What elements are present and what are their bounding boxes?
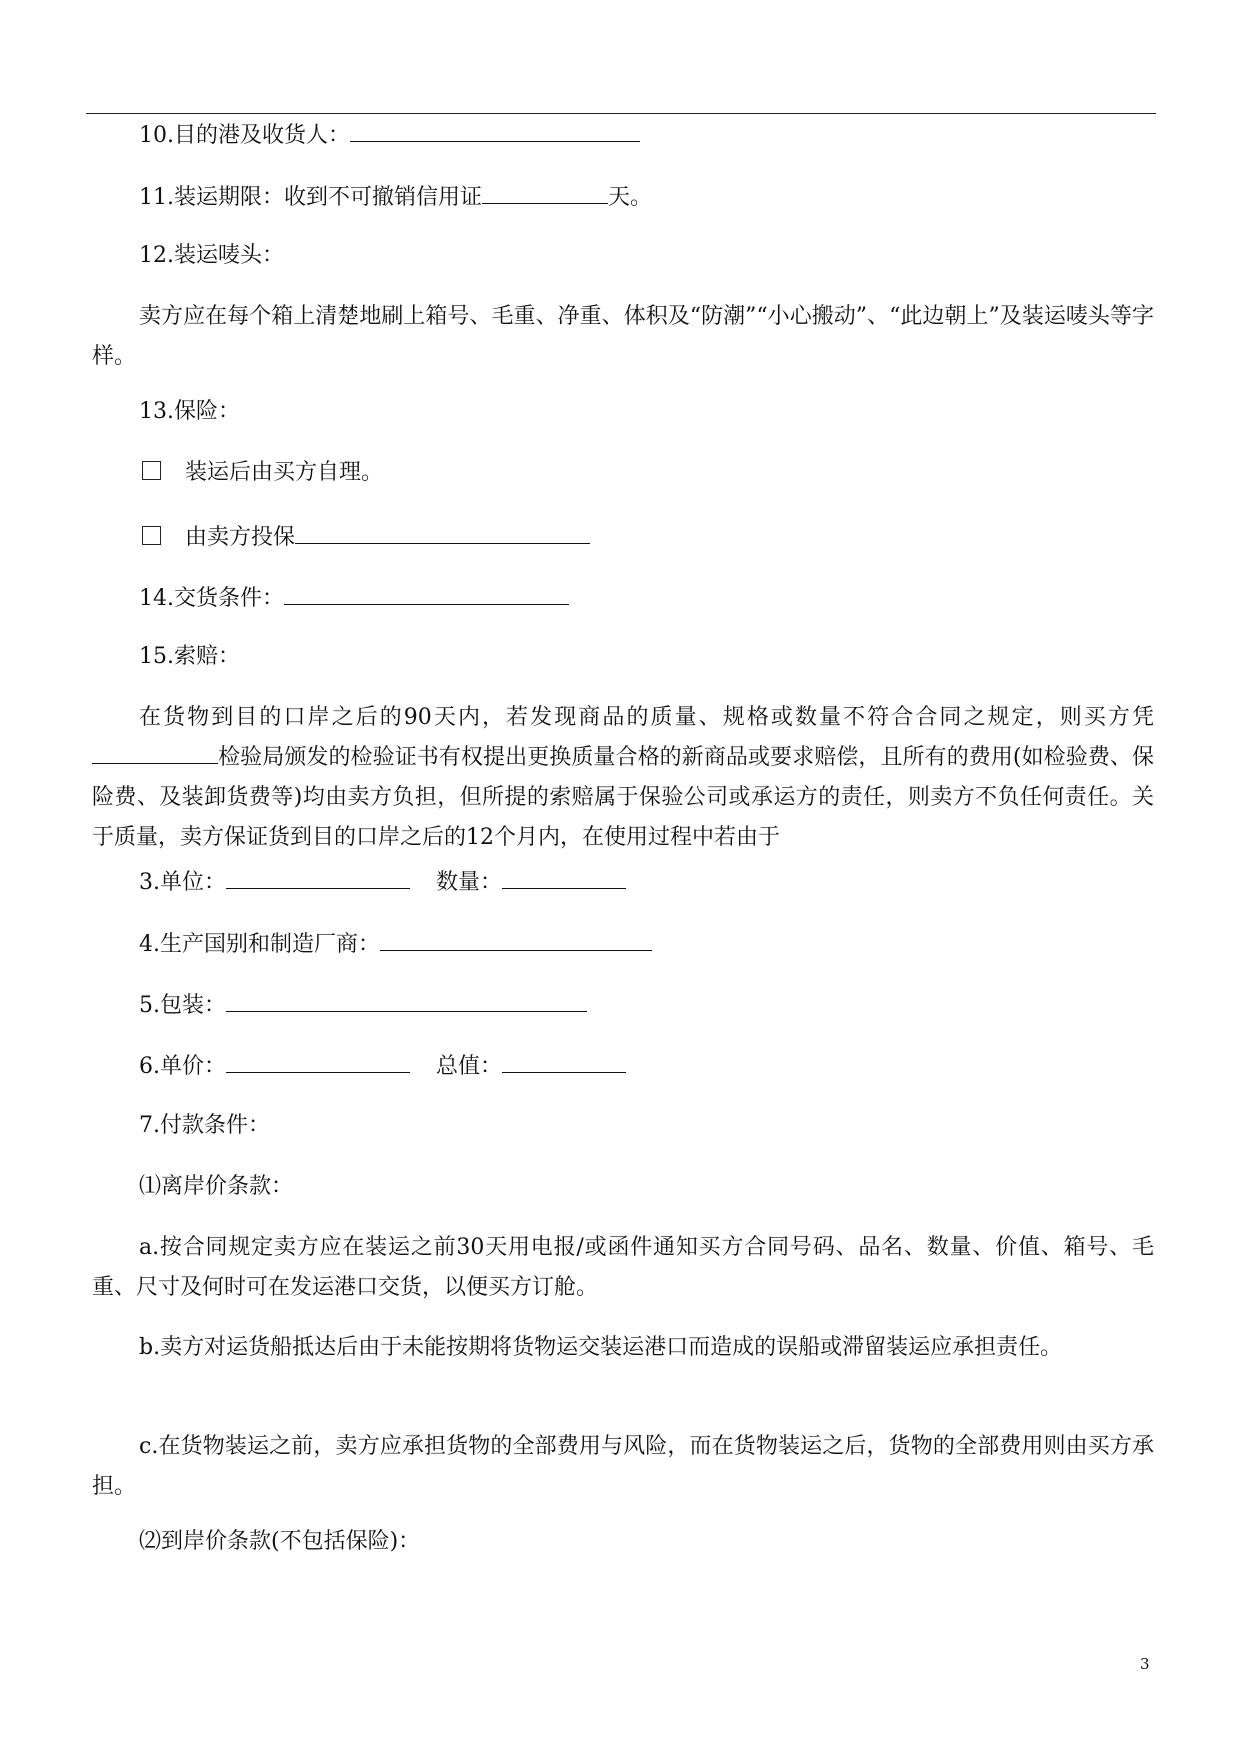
clause-12-body: 卖方应在每个箱上清楚地刷上箱号、毛重、净重、体积及“防潮”“小心搬动”、“此边朝上”及装运唛头等字样。 (92, 304, 1154, 369)
clause-7-sub2: ⑵到岸价条款(不包括保险)： (139, 1529, 421, 1554)
clause-7-c: c.在货物装运之前，卖方应承担货物的全部费用与风险，而在货物装运之后，货物的全部费用则由买方承担。 (92, 1434, 1154, 1499)
clause-15-body-part1: 在货物到目的口岸之后的90天内，若发现商品的质量、规格或数量不符合合同之规定，则买方凭 (139, 705, 1154, 730)
insurance-option-seller (139, 521, 590, 552)
unit-price-field[interactable] (226, 1050, 410, 1073)
clause-6-total-label: 总值： (436, 1054, 503, 1079)
clause-3 (139, 866, 626, 897)
clause-10-label: 10.目的港及收货人： (139, 123, 350, 148)
insurance-seller-label: 由卖方投保 (185, 525, 296, 550)
clause-10 (139, 119, 640, 150)
destination-consignee-field[interactable] (350, 119, 640, 142)
insurance-seller-field[interactable] (295, 521, 590, 544)
clause-7-label: 7.付款条件： (139, 1113, 270, 1138)
clause-11 (139, 181, 652, 212)
clause-6-price-label: 6.单价： (139, 1054, 226, 1079)
insurance-seller-checkbox[interactable] (142, 526, 161, 545)
clause-7-sub1: ⑴离岸价条款： (139, 1174, 294, 1199)
clause-15-body (92, 698, 1154, 858)
clause-7-a: a.按合同规定卖方应在装运之前30天用电报/或函件通知买方合同号码、品名、数量、价值、箱号、毛重、尺寸及何时可在发运港口交货，以便买方订舱。 (92, 1235, 1154, 1300)
clause-15-label: 15.索赔： (139, 644, 240, 669)
page-number: 3 (1140, 1655, 1150, 1673)
header-rule (86, 113, 1156, 114)
clause-11-suffix: 天。 (608, 185, 653, 210)
clause-14-label: 14.交货条件： (139, 586, 284, 611)
clause-13-label: 13.保险： (139, 399, 240, 424)
insurance-option-buyer (139, 459, 383, 487)
clause-11-label: 11.装运期限：收到不可撤销信用证 (139, 185, 482, 210)
total-value-field[interactable] (502, 1050, 626, 1073)
clause-5-label: 5.包装： (139, 993, 226, 1018)
packing-field[interactable] (226, 989, 587, 1012)
shipment-days-field[interactable] (482, 181, 608, 204)
clause-7-b: b.卖方对运货船抵达后由于未能按期将货物运交装运港口而造成的误船或滞留装运应承担责任。 (139, 1335, 1063, 1360)
insurance-buyer-checkbox[interactable] (142, 461, 161, 480)
clause-3-unit-label: 3.单位： (139, 870, 226, 895)
clause-15-body-part2: 检验局颁发的检验证书有权提出更换质量合格的新商品或要求赔偿，且所有的费用(如检验费、保险费、及装卸货费等)均由卖方负担，但所提的索赔属于保验公司或承运方的责任，则卖方不负任何责任。关于质量，卖方保证货到目的口岸之后的12个月内，在使用过程中若由于 (92, 745, 1154, 850)
quantity-field[interactable] (502, 866, 626, 889)
clause-12-label: 12.装运唛头： (139, 243, 284, 268)
clause-3-quantity-label: 数量： (436, 870, 503, 895)
clause-4 (139, 928, 652, 959)
clause-14 (139, 582, 569, 613)
inspection-bureau-field[interactable] (92, 741, 218, 764)
clause-5 (139, 989, 587, 1020)
insurance-buyer-label: 装运后由买方自理。 (185, 460, 384, 485)
unit-field[interactable] (226, 866, 410, 889)
origin-manufacturer-field[interactable] (380, 928, 652, 951)
delivery-terms-field[interactable] (284, 582, 569, 605)
clause-4-label: 4.生产国别和制造厂商： (139, 932, 380, 957)
clause-6 (139, 1050, 626, 1081)
